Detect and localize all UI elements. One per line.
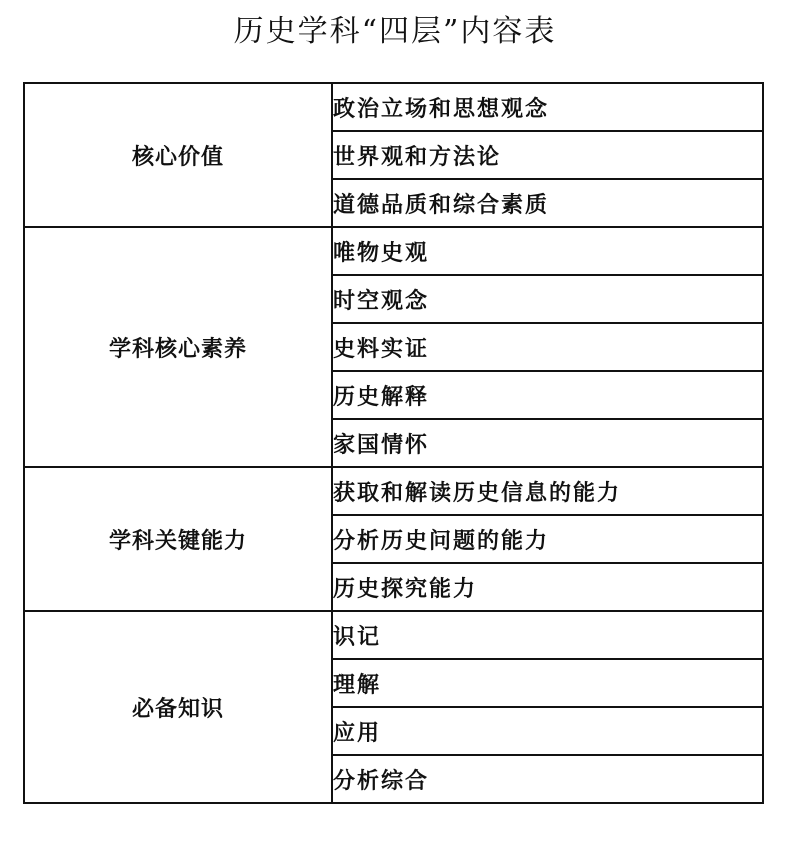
list-item: 历史探究能力 [332, 563, 763, 611]
list-item: 获取和解读历史信息的能力 [332, 467, 763, 515]
list-item: 世界观和方法论 [332, 131, 763, 179]
table-row [24, 227, 763, 275]
list-item: 识记 [332, 611, 763, 659]
list-item: 历史解释 [332, 371, 763, 419]
list-item: 史料实证 [332, 323, 763, 371]
list-item: 道德品质和综合素质 [332, 179, 763, 227]
list-item: 分析历史问题的能力 [332, 515, 763, 563]
page-title: 历史学科“四层”内容表 [233, 14, 557, 49]
category-key-ability: 学科关键能力 [24, 467, 332, 611]
table-row [24, 611, 763, 659]
list-item: 政治立场和思想观念 [332, 83, 763, 131]
table-row [24, 467, 763, 515]
category-essential-knowledge: 必备知识 [24, 611, 332, 803]
list-item: 分析综合 [332, 755, 763, 803]
content-table [23, 82, 764, 804]
list-item: 唯物史观 [332, 227, 763, 275]
category-core-value: 核心价值 [24, 83, 332, 227]
category-core-literacy: 学科核心素养 [24, 227, 332, 467]
list-item: 时空观念 [332, 275, 763, 323]
table-row [24, 83, 763, 131]
list-item: 应用 [332, 707, 763, 755]
list-item: 家国情怀 [332, 419, 763, 467]
list-item: 理解 [332, 659, 763, 707]
